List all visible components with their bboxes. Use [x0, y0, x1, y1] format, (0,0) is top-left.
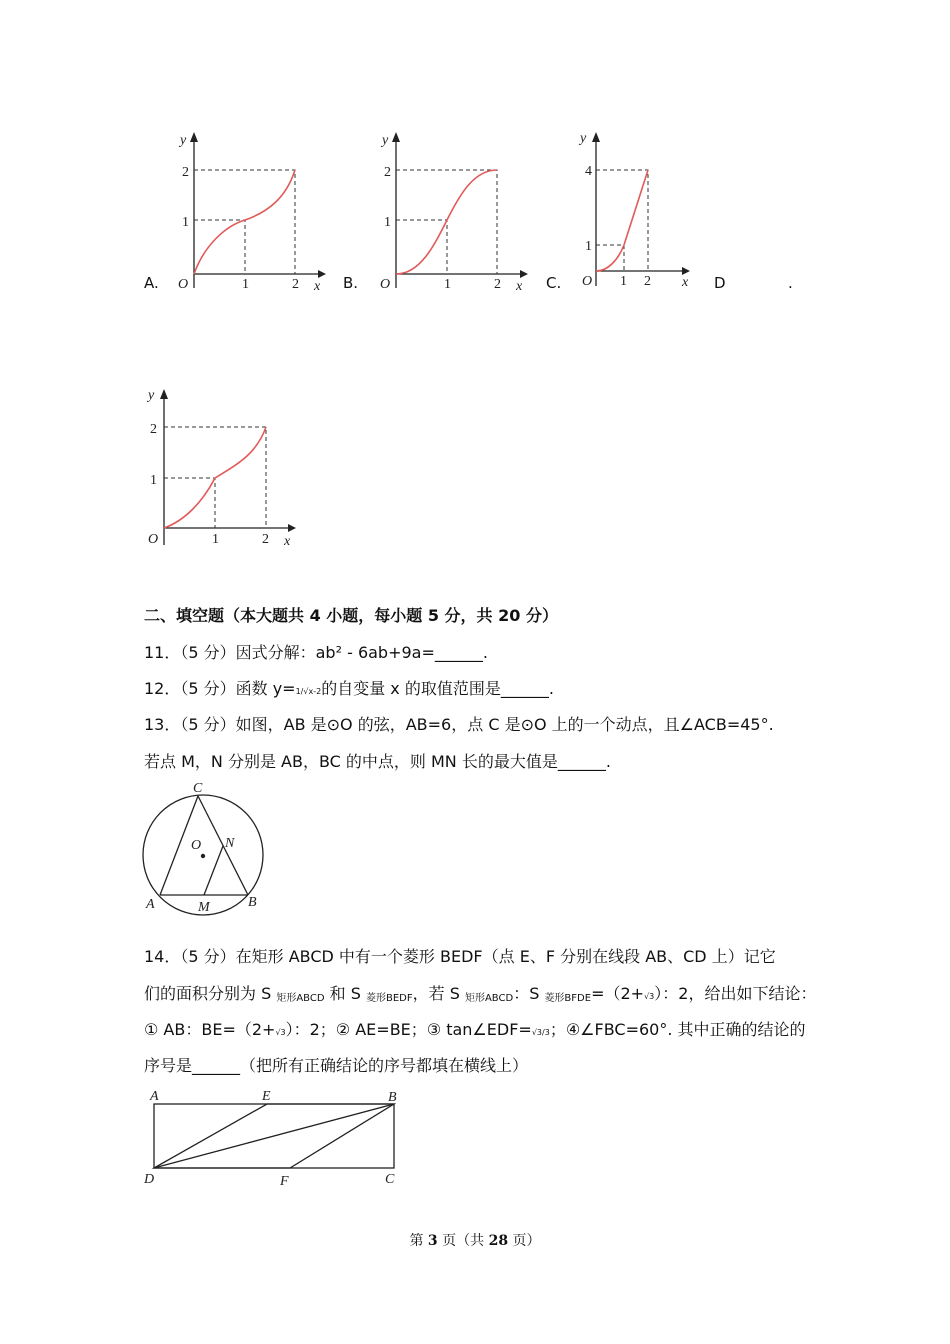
q14-l3-frac: √3/3 — [531, 1028, 550, 1037]
y-axis-label: y — [580, 131, 587, 146]
q12-fraction: 1/√x-2 — [295, 687, 322, 696]
footer-mid: 页（共 — [437, 1233, 489, 1249]
dash-guide-1 — [194, 220, 245, 274]
q14-l3-b: ）：2；② AE=BE；③ tan∠EDF= — [285, 1020, 532, 1039]
x-tick-1: 1 — [212, 532, 219, 547]
label-f: F — [280, 1174, 289, 1189]
y-tick-2: 2 — [150, 422, 157, 437]
graph-c — [572, 128, 702, 293]
question-13-line-1: 13．（5 分）如图，AB 是⊙O 的弦，AB=6，点 C 是⊙O 上的一个动点，且∠ACB=45°. — [144, 715, 774, 734]
q14-l3-root: √3 — [275, 1028, 286, 1037]
option-b-label: B. — [343, 274, 359, 292]
question-14-line-3 — [144, 1017, 806, 1040]
x-axis-label: x — [284, 534, 291, 549]
question-13-line-2: 若点 M，N 分别是 AB，BC 的中点，则 MN 长的最大值是______. — [144, 752, 611, 771]
origin-label: O — [148, 532, 159, 547]
label-a: A — [150, 1089, 159, 1104]
graph-d — [140, 385, 300, 550]
segment-cb — [198, 796, 248, 895]
y-tick-4: 4 — [585, 164, 592, 179]
y-tick-2: 2 — [182, 165, 189, 180]
graph-b — [372, 128, 532, 293]
label-b: B — [388, 1090, 397, 1105]
option-c-label: C. — [546, 274, 562, 292]
y-axis-label: y — [148, 388, 155, 403]
label-c: C — [193, 781, 203, 796]
option-d-dot: . — [788, 274, 793, 292]
y-tick-1: 1 — [182, 215, 189, 230]
question-14-line-2 — [144, 981, 816, 1004]
footer-page-number: 3 — [427, 1233, 438, 1249]
q14-l2-c: ，若 S — [412, 984, 465, 1003]
graph-curve — [396, 170, 497, 274]
x-tick-2: 2 — [644, 274, 651, 289]
q14-rectangle-figure — [140, 1084, 410, 1194]
origin-label: O — [582, 274, 593, 289]
segment-mn — [204, 846, 223, 895]
label-b: B — [248, 895, 257, 910]
q14-l2-f: ）：2，给出如下结论： — [654, 984, 817, 1003]
footer-post: 页） — [508, 1233, 541, 1249]
y-tick-1: 1 — [384, 215, 391, 230]
diagonal-db — [154, 1104, 394, 1168]
q14-sub-rhombus-1: 菱形BEDF — [365, 993, 413, 1004]
question-14-line-1: 14．（5 分）在矩形 ABCD 中有一个菱形 BEDF（点 E、F 分别在线段 AB、CD 上）记它 — [144, 947, 776, 966]
q13-circle-figure — [140, 776, 275, 916]
label-n: N — [225, 836, 235, 851]
page-footer — [0, 1230, 950, 1250]
question-11: 11．（5 分）因式分解：ab² - 6ab+9a=______. — [144, 643, 488, 662]
q14-sub-rect-1: 矩形ABCD — [276, 993, 325, 1004]
x-axis-label: x — [516, 279, 523, 294]
question-12 — [144, 676, 554, 699]
origin-label: O — [380, 277, 391, 292]
q14-l2-e: =（2+ — [591, 984, 645, 1003]
x-tick-2: 2 — [494, 277, 501, 292]
label-d: D — [144, 1172, 155, 1187]
origin-label: O — [178, 277, 189, 292]
label-m: M — [198, 900, 210, 915]
graph-curve — [596, 170, 648, 271]
x-tick-2: 2 — [292, 277, 299, 292]
y-axis-label: y — [382, 133, 389, 148]
section-2-heading: 二、填空题（本大题共 4 小题，每小题 5 分，共 20 分） — [144, 606, 558, 625]
option-d-label: D — [714, 274, 726, 292]
q14-sub-rect-2: 矩形ABCD — [464, 993, 514, 1004]
label-o: O — [191, 838, 202, 853]
x-tick-1: 1 — [620, 274, 627, 289]
q14-l2-b: 和 S — [324, 984, 366, 1003]
label-e: E — [262, 1089, 271, 1104]
q14-l3-c: ；④∠FBC=60°. 其中正确的结论的 — [549, 1020, 806, 1039]
question-14-line-4: 序号是______（把所有正确结论的序号都填在横线上） — [144, 1056, 529, 1075]
x-axis-label: x — [314, 279, 321, 294]
q14-l2-root: √3 — [644, 992, 655, 1001]
x-axis-label: x — [682, 275, 689, 290]
option-a-label: A. — [144, 274, 159, 292]
y-tick-1: 1 — [585, 239, 592, 254]
label-a: A — [146, 897, 155, 912]
q14-l2-d: ：S — [513, 984, 545, 1003]
q12-post: 的自变量 x 的取值范围是______. — [321, 679, 554, 698]
footer-total-pages: 28 — [488, 1233, 509, 1249]
graph-a — [170, 128, 330, 293]
q12-pre: 12．（5 分）函数 y= — [144, 679, 296, 698]
q14-l2-a: 们的面积分别为 S — [144, 984, 277, 1003]
y-axis-arrow — [190, 132, 198, 142]
x-tick-2: 2 — [262, 532, 269, 547]
y-axis-label: y — [180, 133, 187, 148]
q14-sub-rhombus-2: 菱形BFDE — [544, 993, 592, 1004]
y-tick-1: 1 — [150, 473, 157, 488]
footer-pre: 第 — [409, 1233, 428, 1249]
center-dot — [201, 854, 205, 858]
q14-l3-a: ① AB：BE=（2+ — [144, 1020, 276, 1039]
label-c: C — [385, 1172, 395, 1187]
x-tick-1: 1 — [444, 277, 451, 292]
y-tick-2: 2 — [384, 165, 391, 180]
x-axis-arrow — [318, 270, 326, 278]
x-tick-1: 1 — [242, 277, 249, 292]
